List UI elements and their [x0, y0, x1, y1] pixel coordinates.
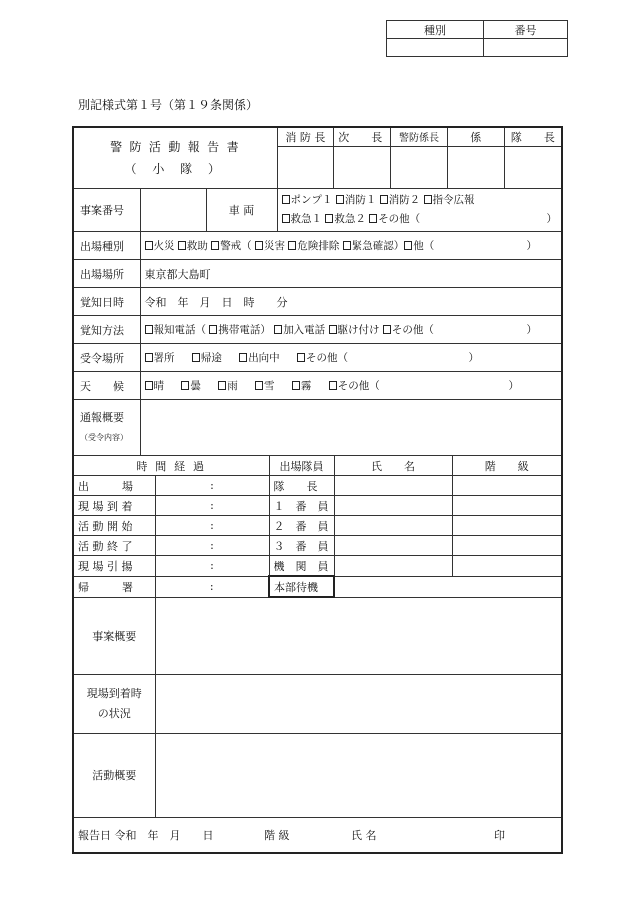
crew-name-field[interactable]	[334, 476, 452, 496]
report-summary-label: 通報概要 （受令内容）	[74, 400, 140, 456]
crew-rank-field[interactable]	[452, 496, 561, 516]
checkbox-rain[interactable]: 雨	[218, 380, 238, 392]
checkbox-fog[interactable]: 霧	[292, 380, 312, 392]
time-value[interactable]: :	[155, 516, 269, 536]
checkbox-method-other[interactable]: その他（	[383, 324, 434, 336]
info-rows	[74, 232, 561, 456]
location-label: 出場場所	[74, 260, 140, 288]
checkbox-dispatch-other[interactable]: 他（	[404, 240, 434, 252]
checkbox-pump1[interactable]: ポンプ１	[282, 194, 333, 206]
checkbox-weather-other[interactable]: その他（	[329, 380, 380, 392]
crew-role: １ 番 員	[269, 496, 334, 516]
vehicle-label: 車 両	[206, 189, 277, 232]
crew-rank-field[interactable]	[452, 516, 561, 536]
stamp-cell[interactable]	[447, 146, 504, 188]
seal-mark: 印	[494, 828, 505, 842]
report-summary-field[interactable]	[140, 400, 561, 456]
crew-name-field[interactable]	[334, 556, 452, 577]
checkbox-rescue[interactable]: 救助	[178, 240, 208, 252]
time-value[interactable]: :	[155, 576, 269, 597]
time-crew-table	[74, 456, 561, 598]
activity-summary-label: 活動概要	[74, 733, 155, 817]
dispatch-type-options: 火災 救助 警戒（ 災害 危険排除 緊急確認） 他（ ）	[140, 232, 561, 260]
checkbox-return[interactable]: 帰途	[192, 352, 222, 364]
time-value[interactable]: :	[155, 556, 269, 577]
case-vehicle-row	[74, 189, 561, 233]
category-field[interactable]	[387, 39, 484, 57]
checkbox-command[interactable]: 指令広報	[424, 194, 475, 206]
checkbox-alert[interactable]: 警戒（	[211, 240, 252, 252]
crew-role: 機 関 員	[269, 556, 334, 577]
number-field[interactable]	[484, 39, 568, 57]
reception-options: 署所 帰途 出向中 その他（ ）	[140, 344, 561, 372]
method-label: 覚知方法	[74, 316, 140, 344]
case-summary-field[interactable]	[155, 598, 561, 674]
crew-role: 隊 長	[269, 476, 334, 496]
rank-header: 階 級	[452, 456, 561, 476]
checkbox-disaster[interactable]: 災害	[255, 240, 285, 252]
time-label: 帰 署	[74, 576, 155, 597]
weather-label: 天 候	[74, 372, 140, 400]
time-header: 時 間 経 過	[74, 456, 269, 476]
name-header: 氏 名	[334, 456, 452, 476]
checkbox-mobile[interactable]: 携帯電話）	[209, 324, 271, 336]
footer-cell	[74, 818, 561, 852]
checkbox-sunny[interactable]: 晴	[145, 380, 165, 392]
time-label: 現 場 引 揚	[74, 556, 155, 577]
recognized-time-value[interactable]: 令和 年 月 日 時 分	[140, 288, 561, 316]
checkbox-cloudy[interactable]: 曇	[181, 380, 201, 392]
stamp-cell[interactable]	[391, 146, 448, 188]
arrival-status-field[interactable]	[155, 674, 561, 733]
time-label: 現 場 到 着	[74, 496, 155, 516]
case-number-field[interactable]	[140, 189, 206, 232]
weather-options: 晴 曇 雨 雪 霧 その他（ ）	[140, 372, 561, 400]
case-summary-label: 事案概要	[74, 598, 155, 674]
crew-name-field[interactable]	[334, 496, 452, 516]
approval-leader: 隊 長	[504, 128, 561, 146]
narrative-table	[74, 598, 561, 818]
crew-role: ２ 番 員	[269, 516, 334, 536]
hq-standby-label: 本部待機	[269, 576, 334, 597]
report-form	[72, 126, 563, 854]
checkbox-walkin[interactable]: 駆け付け	[329, 324, 380, 336]
checkbox-report-phone[interactable]: 報知電話（	[145, 324, 207, 336]
checkbox-fire2[interactable]: 消防２	[380, 194, 421, 206]
crew-name-field[interactable]	[334, 516, 452, 536]
approval-deputy: 次 長	[334, 128, 391, 146]
checkbox-snow[interactable]: 雪	[255, 380, 275, 392]
title-block	[74, 128, 561, 189]
number-header: 番号	[484, 21, 568, 39]
checkbox-hazard[interactable]: 危険排除	[288, 240, 339, 252]
title-cell	[74, 128, 277, 188]
footer-row	[74, 818, 561, 852]
approval-section-chief: 警防係長	[391, 128, 448, 146]
hq-standby-field[interactable]	[334, 576, 561, 597]
page-title: 警 防 活 動 報 告 書	[110, 139, 241, 154]
approval-staff: 係	[447, 128, 504, 146]
stamp-cell[interactable]	[334, 146, 391, 188]
category-number-box	[386, 20, 568, 57]
time-value[interactable]: :	[155, 476, 269, 496]
report-date[interactable]: 報告日 令和 年 月 日	[78, 828, 214, 842]
category-input[interactable]	[391, 39, 479, 56]
checkbox-fire[interactable]: 火災	[145, 240, 175, 252]
stamp-cell[interactable]	[504, 146, 561, 188]
checkbox-landline[interactable]: 加入電話	[274, 324, 325, 336]
checkbox-ambulance1[interactable]: 救急１	[282, 213, 323, 225]
number-input[interactable]	[488, 39, 563, 56]
location-value[interactable]: 東京都大島町	[140, 260, 561, 288]
stamp-cell[interactable]	[277, 146, 334, 188]
time-value[interactable]: :	[155, 496, 269, 516]
crew-name-field[interactable]	[334, 536, 452, 556]
time-value[interactable]: :	[155, 536, 269, 556]
checkbox-outbound[interactable]: 出向中	[239, 352, 280, 364]
checkbox-urgent-check[interactable]: 緊急確認）	[343, 240, 405, 252]
checkbox-fire1[interactable]: 消防１	[336, 194, 377, 206]
page-subtitle: （ 小 隊 ）	[124, 161, 226, 176]
checkbox-vehicle-other[interactable]: その他（	[369, 213, 420, 225]
time-label: 出 場	[74, 476, 155, 496]
reception-label: 受令場所	[74, 344, 140, 372]
dispatch-type-label: 出場種別	[74, 232, 140, 260]
vehicle-options: ポンプ１ 消防１ 消防２ 指令広報 救急１ 救急２ その他（ ）	[277, 189, 561, 232]
crew-role: ３ 番 員	[269, 536, 334, 556]
footer-rank-label: 階 級	[264, 828, 290, 842]
time-label: 活 動 開 始	[74, 516, 155, 536]
checkbox-reception-other[interactable]: その他（	[297, 352, 348, 364]
recognized-time-label: 覚知日時	[74, 288, 140, 316]
checkbox-station[interactable]: 署所	[145, 352, 175, 364]
crew-header: 出場隊員	[269, 456, 334, 476]
crew-rank-field[interactable]	[452, 536, 561, 556]
form-id: 別記様式第１号（第１９条関係）	[78, 98, 259, 112]
approval-chief: 消 防 長	[277, 128, 334, 146]
arrival-status-label: 現場到着時 の状況	[74, 674, 155, 733]
crew-rank-field[interactable]	[452, 476, 561, 496]
category-header: 種別	[387, 21, 484, 39]
footer-name-label: 氏 名	[351, 828, 377, 842]
checkbox-ambulance2[interactable]: 救急２	[325, 213, 366, 225]
crew-rank-field[interactable]	[452, 556, 561, 577]
activity-summary-field[interactable]	[155, 733, 561, 817]
method-options: 報知電話（ 携帯電話） 加入電話 駆け付け その他（ ）	[140, 316, 561, 344]
case-number-label: 事案番号	[74, 189, 140, 232]
time-label: 活 動 終 了	[74, 536, 155, 556]
